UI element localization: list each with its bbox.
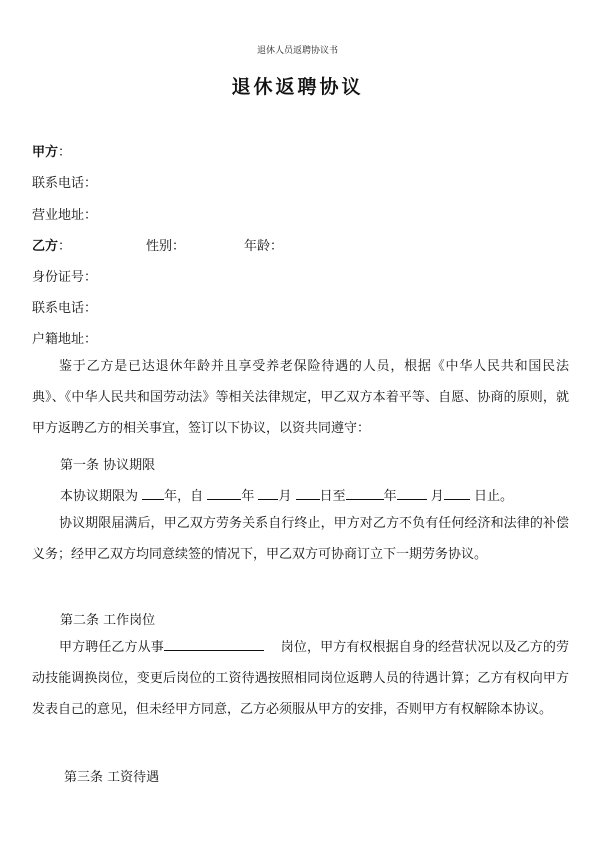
blank-end-year	[346, 485, 384, 500]
term-prefix: 本协议期限为	[60, 489, 139, 504]
party-b-hukou: 户籍地址：	[32, 332, 98, 347]
article-1-paragraph-2: 协议期限届满后，甲乙双方劳务关系自行终止，甲方对乙方不负有任何经济和法律的补偿义务；经甲乙双方均同意续签的情况下，甲乙双方可协商订立下一期劳务协议。	[32, 516, 569, 562]
party-a-line	[32, 141, 71, 160]
start-year-text: 年	[241, 489, 255, 504]
party-b-colon: ：	[58, 239, 72, 254]
start-month-text: 月	[278, 489, 292, 504]
article-3-heading: 第三条 工资待遇	[64, 770, 160, 785]
intro-paragraph: 鉴于乙方是已达退休年龄并且享受养老保险待遇的人员，根据《中华人民共和国民法典》、《中华人民共和国劳动法》等相关法律规定，甲乙双方本着平等、自愿、协商的原则，就甲方返聘乙方的相关事宜，签订以下协议，以资共同遵守：	[32, 359, 569, 436]
blank-start-day	[296, 485, 320, 500]
article-1-heading: 第一条 协议期限	[60, 458, 156, 473]
party-b-label: 乙方	[32, 239, 59, 254]
blank-start-month	[258, 485, 278, 500]
party-a-label: 甲方	[32, 145, 59, 160]
party-a-address: 营业地址：	[32, 208, 98, 223]
term-year-text: 年，自	[164, 489, 204, 504]
term-line	[60, 485, 513, 504]
blank-end-month	[397, 485, 427, 500]
party-b-phone: 联系电话：	[32, 301, 98, 316]
document-title: 退休返聘协议	[231, 76, 364, 98]
blank-years	[142, 485, 164, 500]
blank-start-year	[207, 485, 241, 500]
post-prefix: 甲方聘任乙方从事	[59, 640, 164, 655]
age-label: 年龄：	[244, 239, 284, 254]
gender-label: 性别：	[146, 239, 186, 254]
article-2-heading: 第二条 工作岗位	[60, 613, 156, 628]
party-a-colon: ：	[58, 145, 72, 160]
party-a-phone: 联系电话：	[32, 176, 98, 191]
post-rest: 岗位，甲方有权根据自身的经营状况以及乙方的劳动技能调换岗位，变更后岗位的工资待遇按照相同岗位返聘人员的待遇计算；乙方有权向甲方发表自己的意见，但未经甲方同意，乙方必须服从甲方的安排，否则甲方有权解除本协议。	[32, 640, 569, 717]
start-day-text: 日至	[319, 489, 346, 504]
article-2-paragraph	[32, 632, 569, 725]
blank-end-day	[444, 485, 470, 500]
end-month-text: 月	[430, 489, 444, 504]
party-b-id: 身份证号：	[32, 270, 98, 285]
term-end-text: 日止。	[473, 489, 513, 504]
end-year-text: 年	[383, 489, 397, 504]
blank-post	[164, 636, 264, 651]
party-b-line	[32, 235, 284, 254]
page-header: 退休人员返聘协议书	[256, 46, 338, 56]
